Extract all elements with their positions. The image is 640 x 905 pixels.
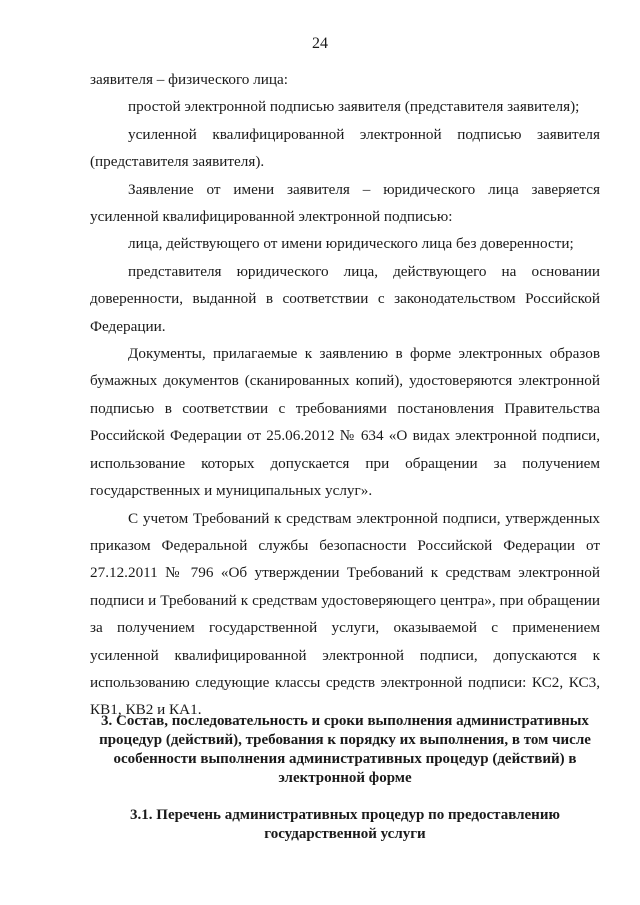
paragraph: представителя юридического лица, действующего на основании доверенности, выданной в соответствии с законодательством Российской Федерации. [90,262,600,335]
body-text [90,66,600,724]
paragraph: усиленной квалифицированной электронной подписью заявителя (представителя заявителя). [90,125,600,171]
paragraph: простой электронной подписью заявителя (представителя заявителя); [128,98,580,116]
paragraph: заявителя – физического лица: [90,71,288,88]
section-heading-3 [90,712,600,788]
section-heading-3-1 [120,806,570,844]
page-number: 24 [312,35,328,52]
paragraph: лица, действующего от имени юридического лица без доверенности; [128,235,574,253]
section-heading-3-1-text: 3.1. Перечень административных процедур по предоставлению государственной услуги [130,807,560,842]
paragraph: Заявление от имени заявителя – юридического лица заверяется усиленной квалифицированной электронной подписью: [90,180,600,226]
section-heading-3-text: 3. Состав, последовательность и сроки выполнения административных процедур (действий), требования к порядку их выполнения, в том числе особенности выполнения административных процедур (действий) в электронной форме [99,713,591,786]
paragraph: С учетом Требований к средствам электронной подписи, утвержденных приказом Федеральной службы безопасности Российской Федерации от 27.12.2011 № 796 «Об утверждении Требований к средствам электронной подписи и Требований к средствам удостоверяющего центра», при обращении за получением государственной услуги, оказываемой с применением усиленной квалифицированной электронной подписи, допускаются к использованию следующие классы средств электронной подписи: КС2, КС3, КВ1, КВ2 и КА1. [90,509,600,719]
paragraph: Документы, прилагаемые к заявлению в форме электронных образов бумажных документов (сканированных копий), удостоверяются электронной подписью в соответствии с требованиями постановления Правительства Российской Федерации от 25.06.2012 № 634 «О видах электронной подписи, использование которых допускается при обращении за получением государственных и муниципальных услуг». [90,345,600,500]
